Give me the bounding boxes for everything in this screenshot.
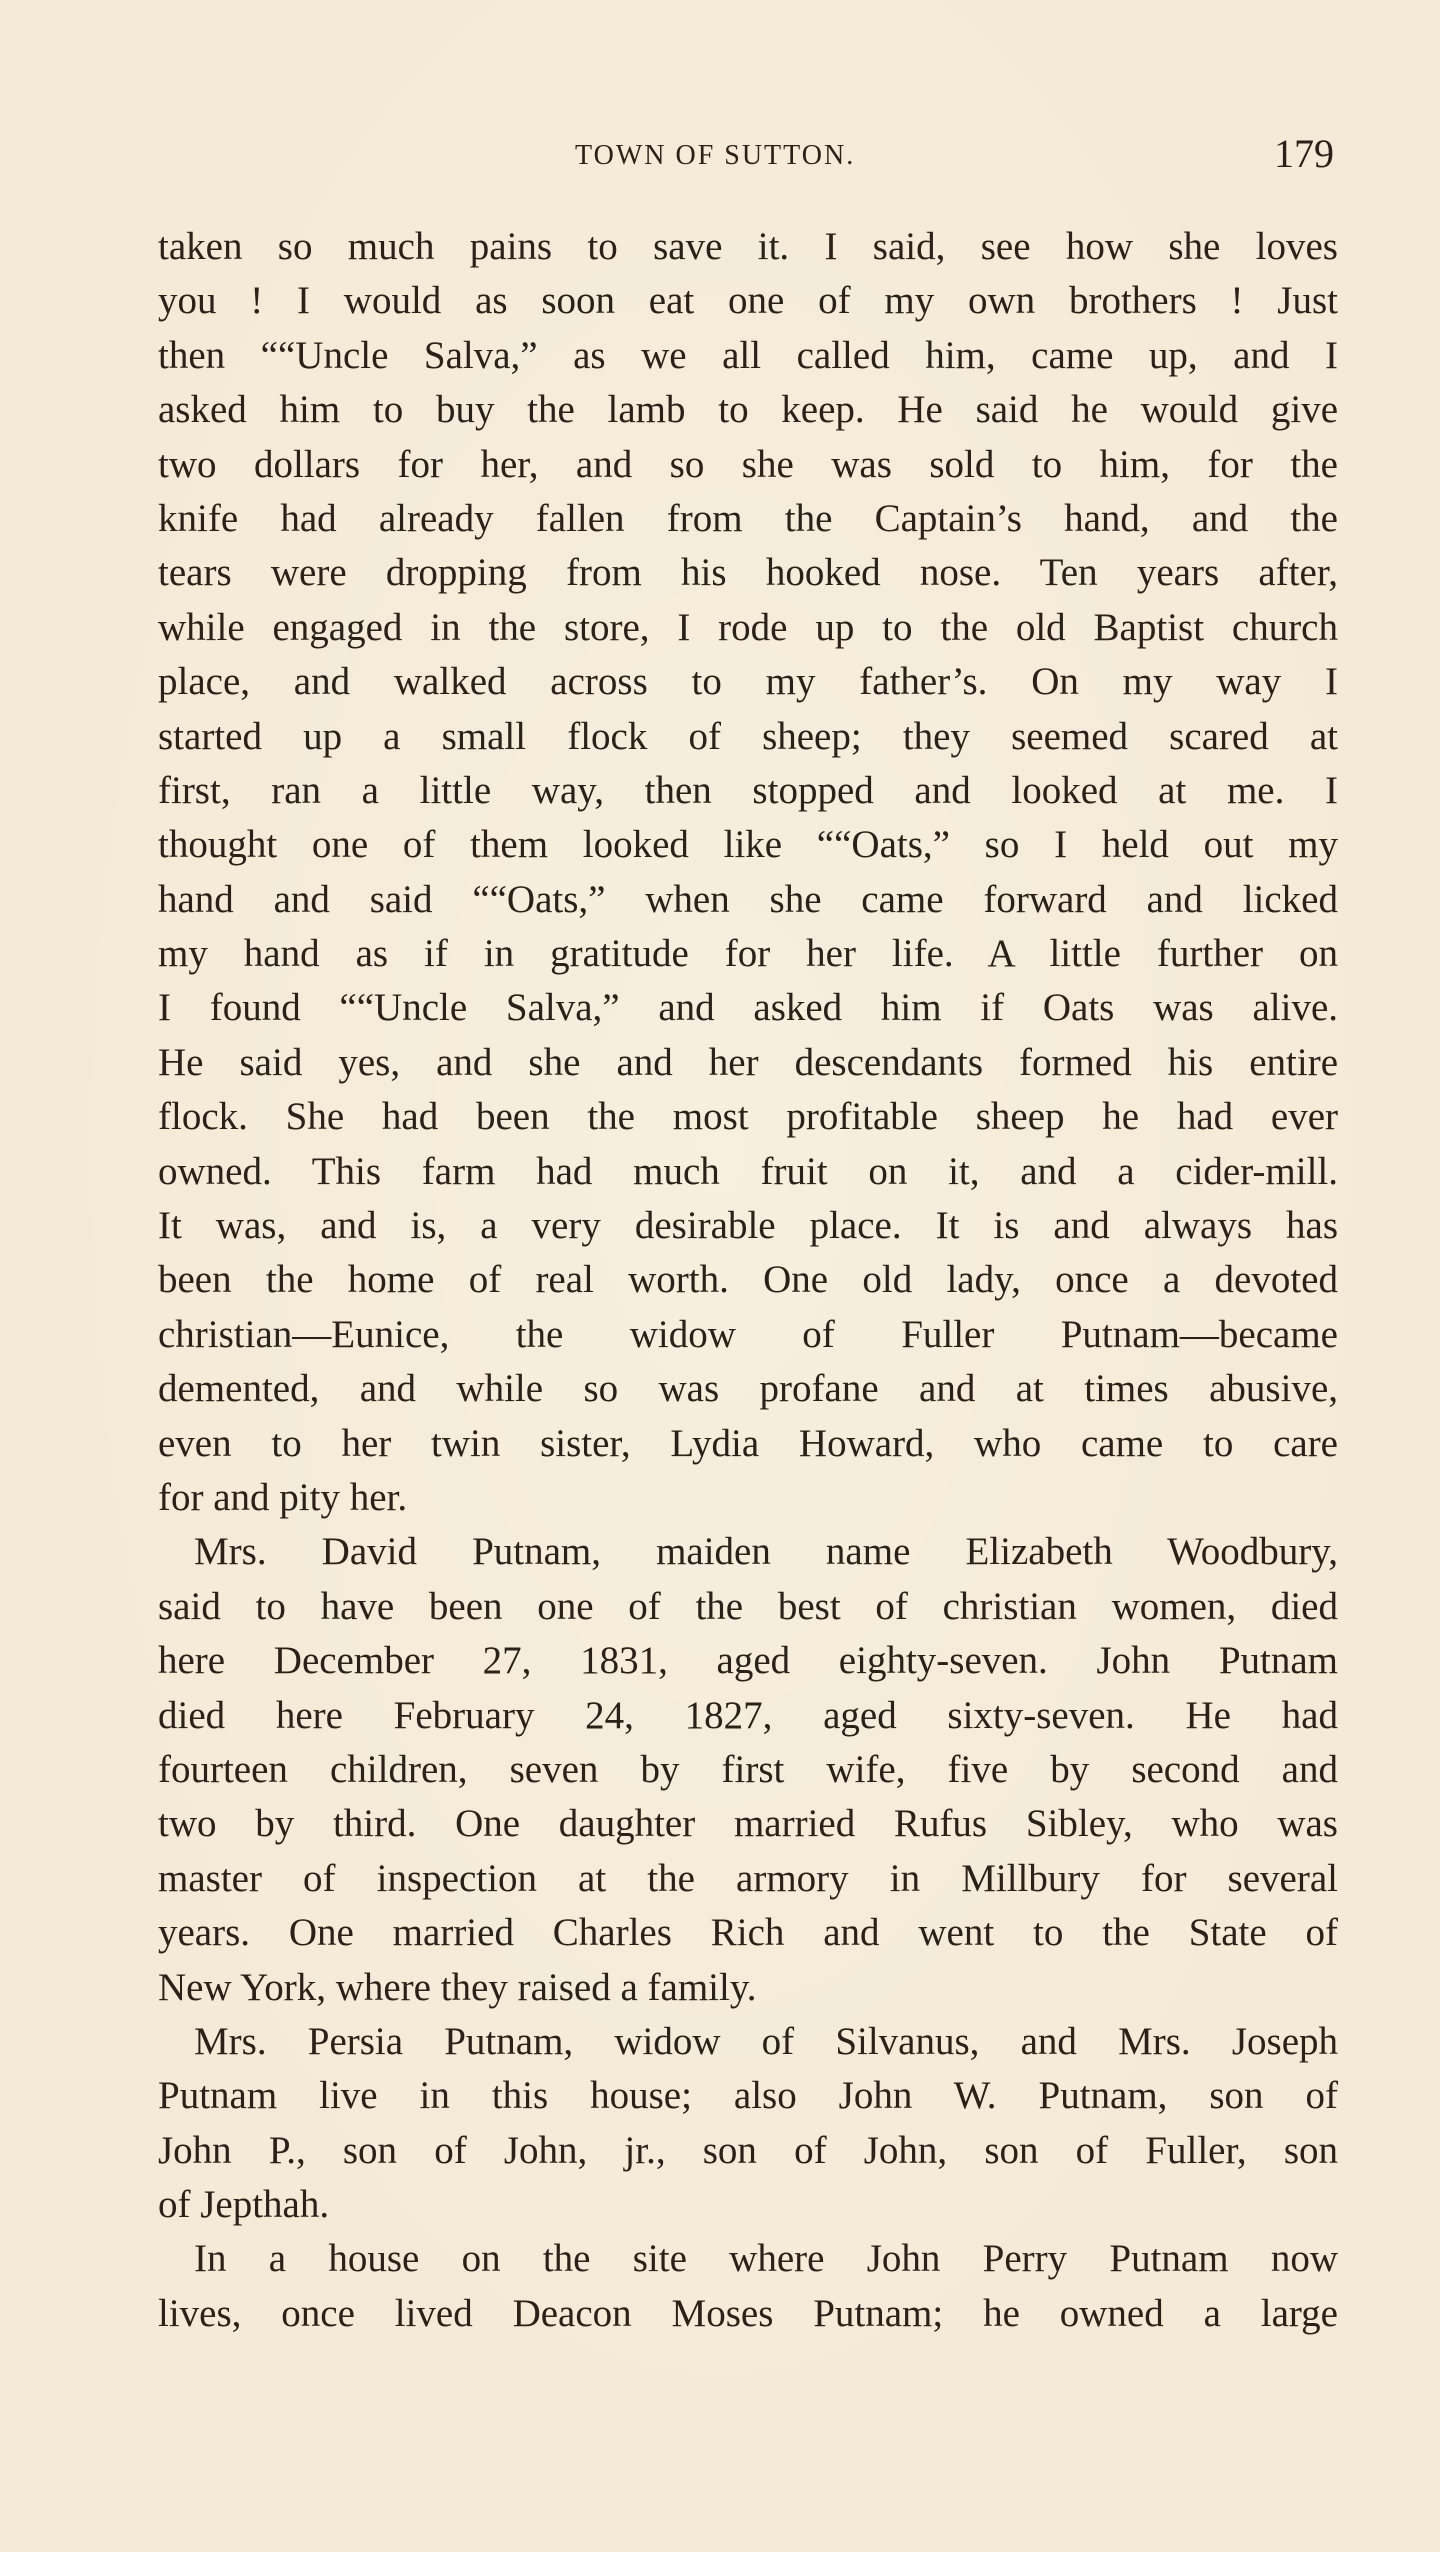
text-line: even to her twin sister, Lydia Howard, who came to care <box>158 1421 1338 1465</box>
text-line: you ! I would as soon eat one of my own brothers ! Just <box>158 279 1338 323</box>
text-line: then ““Uncle Salva,” as we all called him, came up, and I <box>158 333 1338 377</box>
text-line: taken so much pains to save it. I said, see how she loves <box>158 225 1338 268</box>
text-line: been the home of real worth. One old lady, once a devoted <box>158 1258 1338 1302</box>
text-line: I found ““Uncle Salva,” and asked him if Oats was alive. <box>158 986 1338 1030</box>
text-line: He said yes, and she and her descendants formed his entire <box>158 1040 1338 1084</box>
running-title: TOWN OF SUTTON. <box>575 140 856 171</box>
text-line: New York, where they raised a family. <box>158 1965 757 2009</box>
text-line: flock. She had been the most profitable sheep he had ever <box>158 1095 1338 1139</box>
text-line: my hand as if in gratitude for her life. A little further on <box>158 932 1338 976</box>
text-line: said to have been one of the best of christian women, died <box>158 1584 1338 1628</box>
text-line: fourteen children, seven by first wife, five by second and <box>158 1747 1338 1791</box>
text-line: here December 27, 1831, aged eighty-seven. John Putnam <box>158 1639 1338 1683</box>
body-text <box>158 220 1338 2341</box>
text-line: for and pity her. <box>158 1475 408 1519</box>
text-line: two by third. One daughter married Rufus Sibley, who was <box>158 1802 1338 1846</box>
text-line: place, and walked across to my father’s. On my way I <box>158 660 1338 704</box>
text-line: christian—Eunice, the widow of Fuller Putnam—became <box>158 1312 1338 1356</box>
text-line: while engaged in the store, I rode up to the old Baptist church <box>158 605 1338 649</box>
text-line: hand and said ““Oats,” when she came forward and licked <box>158 877 1338 921</box>
text-line: died here February 24, 1827, aged sixty-seven. He had <box>158 1693 1338 1737</box>
text-line: two dollars for her, and so she was sold to him, for the <box>158 442 1338 486</box>
text-line: demented, and while so was profane and at times abusive, <box>158 1367 1338 1411</box>
text-line: of Jepthah. <box>158 2183 330 2227</box>
text-line: years. One married Charles Rich and went to the State of <box>158 1911 1338 1955</box>
text-line: knife had already fallen from the Captain’s hand, and the <box>158 496 1338 540</box>
text-line: In a house on the site where John Perry Putnam now <box>194 2237 1338 2281</box>
text-line: Mrs. Persia Putnam, widow of Silvanus, and Mrs. Joseph <box>194 2019 1338 2063</box>
text-line: Mrs. David Putnam, maiden name Elizabeth Woodbury, <box>194 1530 1338 1574</box>
text-line: asked him to buy the lamb to keep. He said he would give <box>158 388 1338 432</box>
text-line: owned. This farm had much fruit on it, and a cider-mill. <box>158 1149 1338 1193</box>
text-line: thought one of them looked like ““Oats,” so I held out my <box>158 823 1338 867</box>
text-line: lives, once lived Deacon Moses Putnam; he owned a large <box>158 2291 1338 2335</box>
page-number: 179 <box>1274 131 1334 176</box>
text-line: tears were dropping from his hooked nose. Ten years after, <box>158 551 1338 595</box>
text-line: started up a small flock of sheep; they seemed scared at <box>158 714 1338 758</box>
text-line: Putnam live in this house; also John W. Putnam, son of <box>158 2074 1338 2118</box>
text-line: master of inspection at the armory in Millbury for several <box>158 1856 1338 1900</box>
text-line: It was, and is, a very desirable place. It is and always has <box>158 1204 1338 1248</box>
running-head <box>0 130 1440 190</box>
text-line: John P., son of John, jr., son of John, son of Fuller, son <box>158 2128 1338 2172</box>
text-line: first, ran a little way, then stopped and looked at me. I <box>158 768 1338 812</box>
